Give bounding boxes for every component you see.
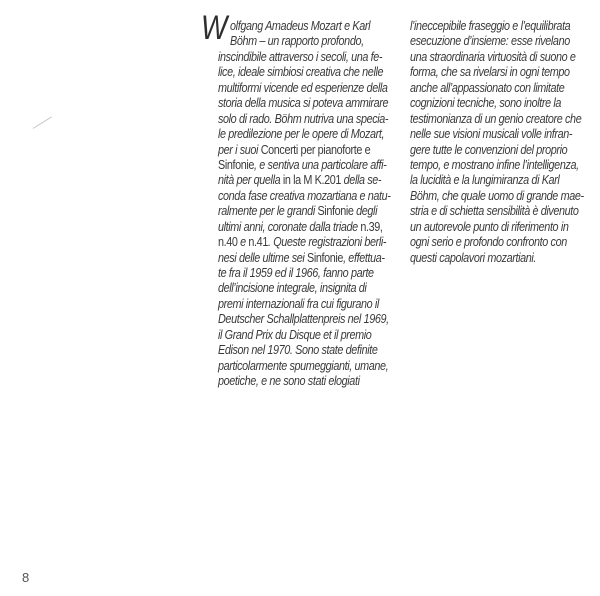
- text-line: [218, 266, 381, 281]
- italic-text: per i suoi: [218, 142, 261, 157]
- text-line: [218, 157, 387, 173]
- italic-text: dell’incisione integrale, insignita di: [218, 281, 367, 296]
- text-line: [218, 65, 384, 80]
- italic-text: nesi delle ultime sei: [218, 250, 308, 265]
- text-line: [218, 374, 381, 389]
- text-line: [218, 188, 391, 204]
- upright-text: in la M K.201: [282, 173, 344, 188]
- italic-text: le predilezione per le opere di Mozart,: [218, 127, 385, 142]
- text-line: [218, 250, 385, 266]
- text-line: forma, che sa rivelarsi in ogni tempo: [410, 65, 570, 80]
- italic-text: poetiche, e ne sono stati elogiati: [218, 374, 360, 389]
- italic-text: , effettua-: [343, 250, 385, 265]
- italic-text: particolarmente spumeggianti, umane,: [218, 358, 389, 373]
- text-line: nelle sue visioni musicali volle infran-: [410, 127, 573, 142]
- italic-text: inscindibile attraverso i secoli, una fe-: [218, 49, 383, 64]
- upright-text: Concerti per pianoforte e: [260, 142, 371, 157]
- italic-text: della se-: [343, 173, 382, 188]
- text-line: [218, 96, 389, 111]
- italic-text: conda fase creativa mozartiana e natu-: [218, 188, 391, 203]
- text-line: ogni serio e profondo confronto con: [410, 235, 567, 250]
- text-line: [218, 50, 381, 65]
- text-line: [218, 19, 381, 34]
- text-line: tempo, e mostrano infine l’intelligenza,: [410, 157, 579, 172]
- upright-text: Sinfonie: [307, 250, 344, 265]
- left-column: [218, 19, 391, 390]
- italic-text: e: [240, 235, 249, 250]
- upright-text: Sinfonie: [317, 204, 357, 219]
- text-line: anche all’appassionato con limitate: [410, 80, 565, 95]
- text-line: un autorevole punto di riferimento in: [410, 219, 569, 234]
- italic-text: Böhm – un rapporto profondo,: [230, 34, 364, 49]
- text-line: la lucidità e la lungimiranza di Karl: [410, 173, 560, 188]
- italic-text: degli: [356, 204, 378, 219]
- italic-text: ralmente per le grandi: [218, 204, 318, 219]
- upright-text: n.41: [248, 235, 268, 250]
- text-line: gere tutte le convenzioni del proprio: [410, 142, 568, 157]
- text-line: [218, 297, 381, 312]
- text-line: [218, 80, 388, 96]
- text-line: [218, 173, 381, 188]
- upright-text: n.39,: [360, 219, 383, 234]
- italic-text: olfgang Amadeus Mozart e Karl: [230, 19, 371, 33]
- text-line: [218, 127, 385, 142]
- text-line: [218, 220, 381, 235]
- text-line: questi capolavori mozartiani.: [410, 250, 537, 265]
- text-line: [218, 358, 389, 374]
- text-line: [218, 281, 381, 296]
- italic-text: te fra il 1959 ed il 1966, fanno parte: [218, 266, 374, 280]
- italic-text: . Queste registrazioni berli-: [267, 235, 387, 250]
- text-line: [218, 34, 381, 49]
- text-line: [218, 312, 389, 327]
- italic-text: Edison nel 1970. Sono state definite: [218, 343, 378, 358]
- text-line: [218, 235, 387, 250]
- text-line: una straordinaria virtuosità di suono e: [410, 49, 576, 64]
- italic-text: lice, ideale simbiosi creativa che nelle: [218, 65, 384, 80]
- text-line: [218, 328, 381, 343]
- italic-text: , e sentiva una particolare affi-: [254, 157, 387, 172]
- italic-text: solo di rado. Böhm nutriva una specia-: [218, 111, 389, 126]
- text-line: l’ineccepibile fraseggio e l’equilibrata: [410, 19, 571, 33]
- text-line: [218, 343, 381, 358]
- upright-text: n.40: [218, 235, 241, 250]
- italic-text: storia della musica si poteva ammirare: [218, 96, 389, 111]
- page-number: 8: [22, 570, 30, 585]
- italic-text: premi internazionali fra cui figurano il: [218, 296, 379, 311]
- text-line: testimonianza di un genio creatore che: [410, 111, 582, 126]
- italic-text: ultimi anni, coronate dalla triade: [218, 219, 361, 234]
- drop-cap: W: [201, 9, 228, 47]
- text-line: [218, 143, 381, 158]
- italic-text: Deutscher Schallplattenpreis nel 1969,: [218, 312, 389, 327]
- italic-text: il Grand Prix du Disque et il premio: [218, 327, 372, 342]
- right-column: [410, 19, 584, 266]
- text-line: esecuzione d’insieme: esse rivelano: [410, 34, 570, 49]
- text-line: [218, 204, 381, 219]
- text-line: cognizioni tecniche, sono inoltre la: [410, 96, 562, 111]
- pencil-mark: [33, 116, 52, 129]
- upright-text: Sinfonie: [218, 157, 255, 172]
- text-line: stria e di schietta sensibilità è divenuto: [410, 204, 579, 219]
- italic-text: multiformi vicende ed esperienze della: [218, 80, 388, 95]
- italic-text: nità per quella: [218, 173, 283, 188]
- text-line: Böhm, che quale uomo di grande mae-: [410, 188, 584, 203]
- text-line: [218, 111, 389, 127]
